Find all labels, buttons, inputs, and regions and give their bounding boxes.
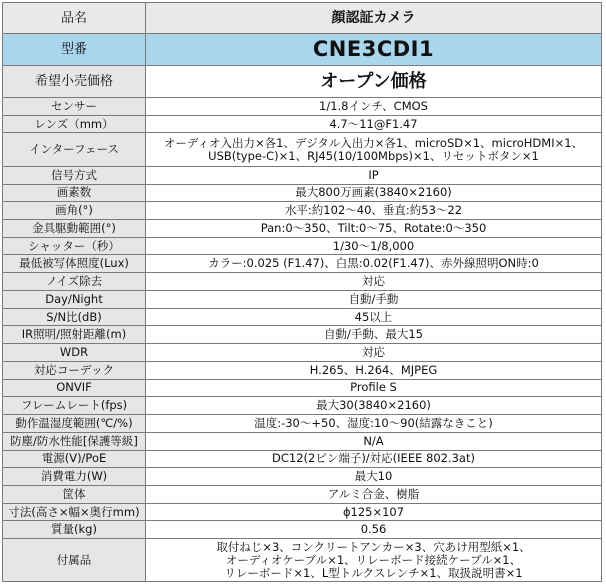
spec-label: 最低被写体照度(Lux) — [3, 255, 146, 273]
spec-row — [3, 521, 602, 539]
spec-label: S/N比(dB) — [3, 308, 146, 326]
spec-row — [3, 539, 602, 582]
spec-value: 対応 — [146, 273, 602, 291]
spec-row — [3, 166, 602, 184]
spec-row — [3, 115, 602, 133]
spec-row — [3, 273, 602, 291]
spec-label: インターフェース — [3, 133, 146, 166]
spec-label: 画素数 — [3, 184, 146, 202]
product-name-label: 品名 — [3, 3, 146, 34]
spec-value: ϕ125×107 — [146, 503, 602, 521]
spec-value-line: USB(type-C)×1、RJ45(10/100Mbps)×1、リセットボタン×1 — [208, 148, 539, 163]
spec-row — [3, 97, 602, 115]
spec-row — [3, 290, 602, 308]
spec-label: レンズ（mm） — [3, 115, 146, 133]
spec-value: DC12(2ピン端子)/対応(IEEE 802.3at) — [146, 450, 602, 468]
spec-value: 4.7～11@F1.47 — [146, 115, 602, 133]
spec-row — [3, 344, 602, 362]
model-number-value: CNE3CDI1 — [146, 34, 602, 65]
spec-value: IP — [146, 166, 602, 184]
spec-label: 動作温湿度範囲(℃/%) — [3, 415, 146, 433]
spec-row — [3, 468, 602, 486]
spec-label: 対応コーデック — [3, 361, 146, 379]
spec-row — [3, 202, 602, 220]
spec-value: 最大10 — [146, 468, 602, 486]
spec-label: 消費電力(W) — [3, 468, 146, 486]
spec-value: H.265、H.264、MJPEG — [146, 361, 602, 379]
retail-price-label: 希望小売価格 — [3, 65, 146, 97]
spec-value-line: オーディオケーブル×1、リレーボード接続ケーブル×1、 — [225, 552, 522, 567]
retail-price-value: オープン価格 — [146, 65, 602, 97]
spec-table — [2, 2, 602, 582]
spec-label: 画角(°) — [3, 202, 146, 220]
spec-row — [3, 308, 602, 326]
spec-value: 0.56 — [146, 521, 602, 539]
spec-row — [3, 397, 602, 415]
row-product-name — [3, 3, 602, 34]
spec-label: ONVIF — [3, 379, 146, 397]
spec-value: 1/1.8インチ、CMOS — [146, 97, 602, 115]
spec-value: 対応 — [146, 344, 602, 362]
spec-value: カラー:0.025 (F1.47)、白黒:0.02(F1.47)、赤外線照明ON時:0 — [146, 255, 602, 273]
spec-value-line: 取付ねじ×3、コンクリートアンカー×3、穴あけ用型紙×1、 — [216, 539, 531, 554]
spec-label: 電源(V)/PoE — [3, 450, 146, 468]
spec-label: 信号方式 — [3, 166, 146, 184]
spec-value-line: リレーボード×1、L型トルクスレンチ×1、取扱説明書×1 — [224, 565, 523, 580]
spec-label: 金具駆動範囲(°) — [3, 219, 146, 237]
spec-label: ノイズ除去 — [3, 273, 146, 291]
spec-label: シャッター（秒） — [3, 237, 146, 255]
spec-row — [3, 450, 602, 468]
spec-row — [3, 485, 602, 503]
spec-value — [146, 539, 602, 582]
spec-label: 質量(kg) — [3, 521, 146, 539]
spec-value: Profile S — [146, 379, 602, 397]
spec-label: 寸法(高さ×幅×奥行mm) — [3, 503, 146, 521]
spec-row — [3, 237, 602, 255]
spec-value: N/A — [146, 432, 602, 450]
spec-row — [3, 184, 602, 202]
spec-row — [3, 133, 602, 166]
spec-label: WDR — [3, 344, 146, 362]
spec-value: 水平:約102～40、垂直:約53～22 — [146, 202, 602, 220]
spec-value: 1/30～1/8,000 — [146, 237, 602, 255]
spec-value: Pan:0～350、Tilt:0～75、Rotate:0～350 — [146, 219, 602, 237]
spec-row — [3, 326, 602, 344]
model-number-label: 型番 — [3, 34, 146, 65]
spec-value: 最大800万画素(3840×2160) — [146, 184, 602, 202]
row-retail-price — [3, 65, 602, 97]
product-name-value: 顔認証カメラ — [146, 3, 602, 34]
spec-value: 自動/手動、最大15 — [146, 326, 602, 344]
spec-label: 筐体 — [3, 485, 146, 503]
spec-label: IR照明/照射距離(m) — [3, 326, 146, 344]
spec-value: 45以上 — [146, 308, 602, 326]
spec-row — [3, 255, 602, 273]
spec-label: 付属品 — [3, 539, 146, 582]
spec-value-line: オーディオ入出力×各1、デジタル入出力×各1、microSD×1、microHDMI×1、 — [163, 135, 584, 150]
spec-label: フレームレート(fps) — [3, 397, 146, 415]
spec-value — [146, 133, 602, 166]
spec-row — [3, 432, 602, 450]
spec-label: センサー — [3, 97, 146, 115]
spec-row — [3, 379, 602, 397]
spec-label: Day/Night — [3, 290, 146, 308]
spec-row — [3, 219, 602, 237]
spec-rows — [3, 97, 602, 581]
spec-row — [3, 415, 602, 433]
spec-value: 自動/手動 — [146, 290, 602, 308]
spec-label: 防塵/防水性能[保護等級] — [3, 432, 146, 450]
spec-value: アルミ合金、樹脂 — [146, 485, 602, 503]
spec-row — [3, 503, 602, 521]
row-model-number — [3, 34, 602, 65]
spec-value: 温度:-30～+50、湿度:10～90(結露なきこと) — [146, 415, 602, 433]
spec-row — [3, 361, 602, 379]
spec-value: 最大30(3840×2160) — [146, 397, 602, 415]
